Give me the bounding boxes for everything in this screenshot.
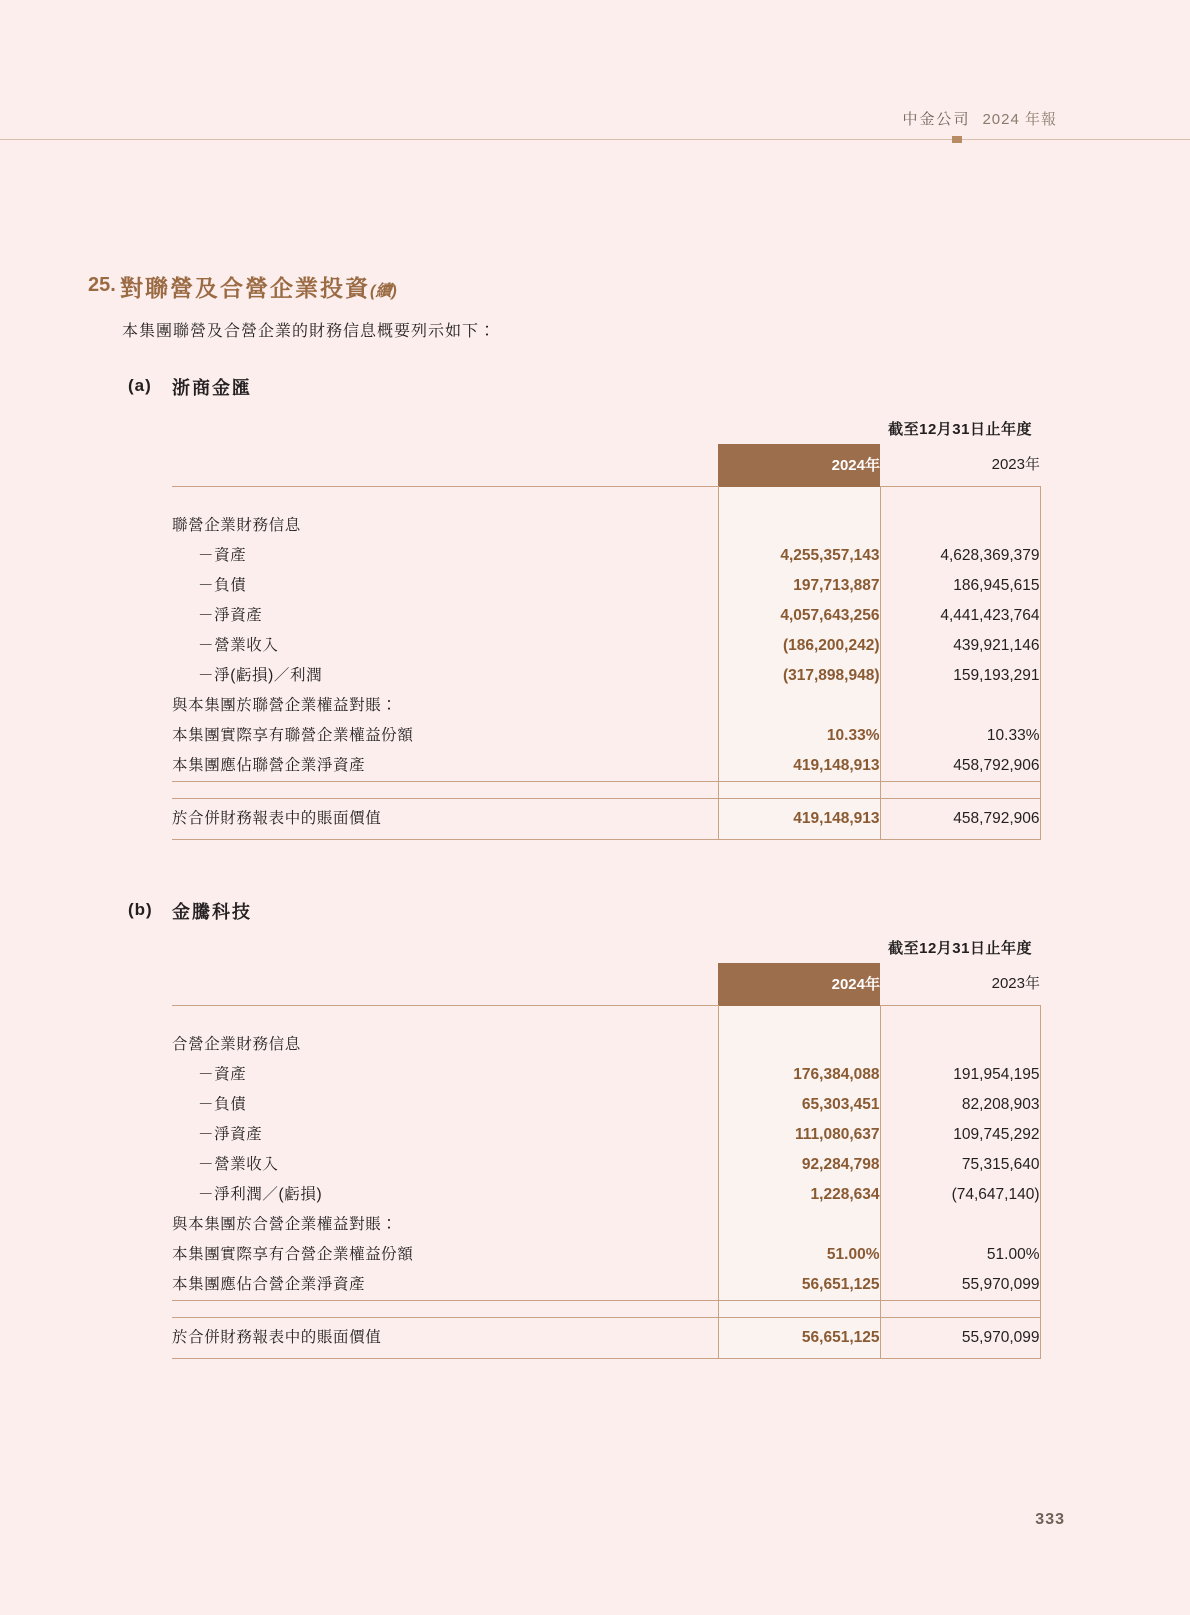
row-value-2023: 109,745,292 <box>880 1120 1040 1150</box>
table-row <box>172 511 1040 541</box>
table-a-spacer <box>172 487 1040 512</box>
table-row <box>172 601 1040 631</box>
subsection-b-label: (b) <box>128 900 153 919</box>
spacer-cell <box>718 782 880 799</box>
total-label: 於合併財務報表中的賬面價值 <box>172 799 718 840</box>
total-value-2023: 55,970,099 <box>880 1318 1040 1359</box>
row-value-2023: 191,954,195 <box>880 1060 1040 1090</box>
total-value-2024: 419,148,913 <box>718 799 880 840</box>
row-value-2024 <box>718 691 880 721</box>
row-value-2024: 4,057,643,256 <box>718 601 880 631</box>
spacer-cell <box>172 782 718 799</box>
row-value-2024: (317,898,948) <box>718 661 880 691</box>
table-row <box>172 541 1040 571</box>
row-label: －營業收入 <box>198 1156 279 1173</box>
section-number: 25. <box>88 274 116 296</box>
row-label: －淨資產 <box>198 607 263 624</box>
table-a-period-header: 截至12月31日止年度 <box>888 421 1032 438</box>
section-title-text: 對聯營及合營企業投資 <box>120 275 370 301</box>
table-row <box>172 751 1040 782</box>
row-value-2023: 51.00% <box>880 1240 1040 1270</box>
table-b-period-header: 截至12月31日止年度 <box>888 940 1032 957</box>
table-b <box>172 963 1041 1359</box>
page-header <box>0 108 1190 140</box>
table-b-header-2024: 2024年 <box>718 963 880 1006</box>
row-value-2023: 439,921,146 <box>880 631 1040 661</box>
section-intro: 本集團聯營及合營企業的財務信息概要列示如下： <box>122 323 497 340</box>
row-label: －營業收入 <box>198 637 279 654</box>
row-value-2024: 10.33% <box>718 721 880 751</box>
row-label: －負債 <box>198 1096 247 1113</box>
row-value-2024 <box>718 511 880 541</box>
row-value-2023 <box>880 1210 1040 1240</box>
row-value-2024: 111,080,637 <box>718 1120 880 1150</box>
row-label: 本集團應佔合營企業淨資產 <box>172 1276 366 1293</box>
row-value-2024: 65,303,451 <box>718 1090 880 1120</box>
header-report-year: 2024 年報 <box>982 111 1057 128</box>
spacer-cell <box>718 487 880 512</box>
row-value-2024: 1,228,634 <box>718 1180 880 1210</box>
row-label: 聯營企業財務信息 <box>172 517 301 534</box>
spacer-cell <box>880 487 1040 512</box>
subsection-b-name: 金騰科技 <box>172 902 252 922</box>
row-value-2023: 4,628,369,379 <box>880 541 1040 571</box>
table-b-wrapper <box>172 937 1040 1359</box>
row-value-2024: 176,384,088 <box>718 1060 880 1090</box>
header-divider-accent <box>952 136 962 143</box>
row-value-2024: 197,713,887 <box>718 571 880 601</box>
row-value-2024: (186,200,242) <box>718 631 880 661</box>
spacer-cell <box>880 1006 1040 1031</box>
row-label: 本集團應佔聯營企業淨資產 <box>172 757 366 774</box>
row-value-2023 <box>880 691 1040 721</box>
row-value-2024: 56,651,125 <box>718 1270 880 1301</box>
table-a-header-blank <box>172 444 718 487</box>
subsection-a-label: (a) <box>128 376 152 395</box>
row-value-2023: (74,647,140) <box>880 1180 1040 1210</box>
row-label: 本集團實際享有聯營企業權益份額 <box>172 727 414 744</box>
header-divider <box>0 139 1190 140</box>
row-value-2024 <box>718 1210 880 1240</box>
row-value-2023: 55,970,099 <box>880 1270 1040 1301</box>
table-row <box>172 721 1040 751</box>
row-value-2023: 159,193,291 <box>880 661 1040 691</box>
row-label: 本集團實際享有合營企業權益份額 <box>172 1246 414 1263</box>
row-value-2024 <box>718 1030 880 1060</box>
table-b-header-2023: 2023年 <box>880 963 1040 1006</box>
table-row <box>172 1030 1040 1060</box>
row-value-2024: 4,255,357,143 <box>718 541 880 571</box>
table-row <box>172 661 1040 691</box>
table-a-wrapper <box>172 418 1040 840</box>
row-label: －負債 <box>198 577 247 594</box>
row-value-2023: 4,441,423,764 <box>880 601 1040 631</box>
total-value-2024: 56,651,125 <box>718 1318 880 1359</box>
table-row <box>172 1150 1040 1180</box>
page-title <box>120 270 397 303</box>
row-value-2023: 458,792,906 <box>880 751 1040 782</box>
table-row <box>172 691 1040 721</box>
table-a-header-2023: 2023年 <box>880 444 1040 487</box>
row-value-2024: 92,284,798 <box>718 1150 880 1180</box>
row-label: 與本集團於合營企業權益對賬： <box>172 1216 398 1233</box>
table-a-header-2024: 2024年 <box>718 444 880 487</box>
total-value-2023: 458,792,906 <box>880 799 1040 840</box>
spacer-cell <box>880 1301 1040 1318</box>
table-row <box>172 1180 1040 1210</box>
spacer-cell <box>718 1006 880 1031</box>
table-row <box>172 1060 1040 1090</box>
table-b-header-blank <box>172 963 718 1006</box>
spacer-cell <box>172 1301 718 1318</box>
row-value-2023 <box>880 1030 1040 1060</box>
table-row <box>172 631 1040 661</box>
table-row <box>172 1270 1040 1301</box>
table-b-spacer <box>172 1006 1040 1031</box>
row-label: －淨資產 <box>198 1126 263 1143</box>
table-a-total-row <box>172 799 1040 840</box>
row-value-2024: 419,148,913 <box>718 751 880 782</box>
table-row <box>172 1090 1040 1120</box>
subsection-a-name: 浙商金匯 <box>172 378 252 398</box>
table-row <box>172 571 1040 601</box>
row-label: －資產 <box>198 1066 247 1083</box>
table-row <box>172 1210 1040 1240</box>
header-company: 中金公司 <box>902 111 971 128</box>
row-label: －資產 <box>198 547 247 564</box>
total-label: 於合併財務報表中的賬面價值 <box>172 1318 718 1359</box>
table-b-subtotal-gap <box>172 1301 1040 1318</box>
table-b-header-row <box>172 963 1040 1006</box>
table-a-header-row <box>172 444 1040 487</box>
row-value-2023: 75,315,640 <box>880 1150 1040 1180</box>
row-label: －淨(虧損)／利潤 <box>198 667 323 684</box>
spacer-cell <box>718 1301 880 1318</box>
table-row <box>172 1120 1040 1150</box>
row-value-2023: 82,208,903 <box>880 1090 1040 1120</box>
table-a-subtotal-gap <box>172 782 1040 799</box>
row-label: －淨利潤／(虧損) <box>198 1186 323 1203</box>
spacer-cell <box>172 1006 718 1031</box>
table-a <box>172 444 1041 840</box>
table-b-total-row <box>172 1318 1040 1359</box>
spacer-cell <box>172 487 718 512</box>
page-number: 333 <box>1035 1511 1065 1528</box>
row-label: 與本集團於聯營企業權益對賬： <box>172 697 398 714</box>
row-label: 合營企業財務信息 <box>172 1036 301 1053</box>
table-row <box>172 1240 1040 1270</box>
row-value-2024: 51.00% <box>718 1240 880 1270</box>
row-value-2023: 186,945,615 <box>880 571 1040 601</box>
header-text <box>902 108 1057 129</box>
section-title-continued: (續) <box>370 283 397 300</box>
row-value-2023 <box>880 511 1040 541</box>
spacer-cell <box>880 782 1040 799</box>
row-value-2023: 10.33% <box>880 721 1040 751</box>
